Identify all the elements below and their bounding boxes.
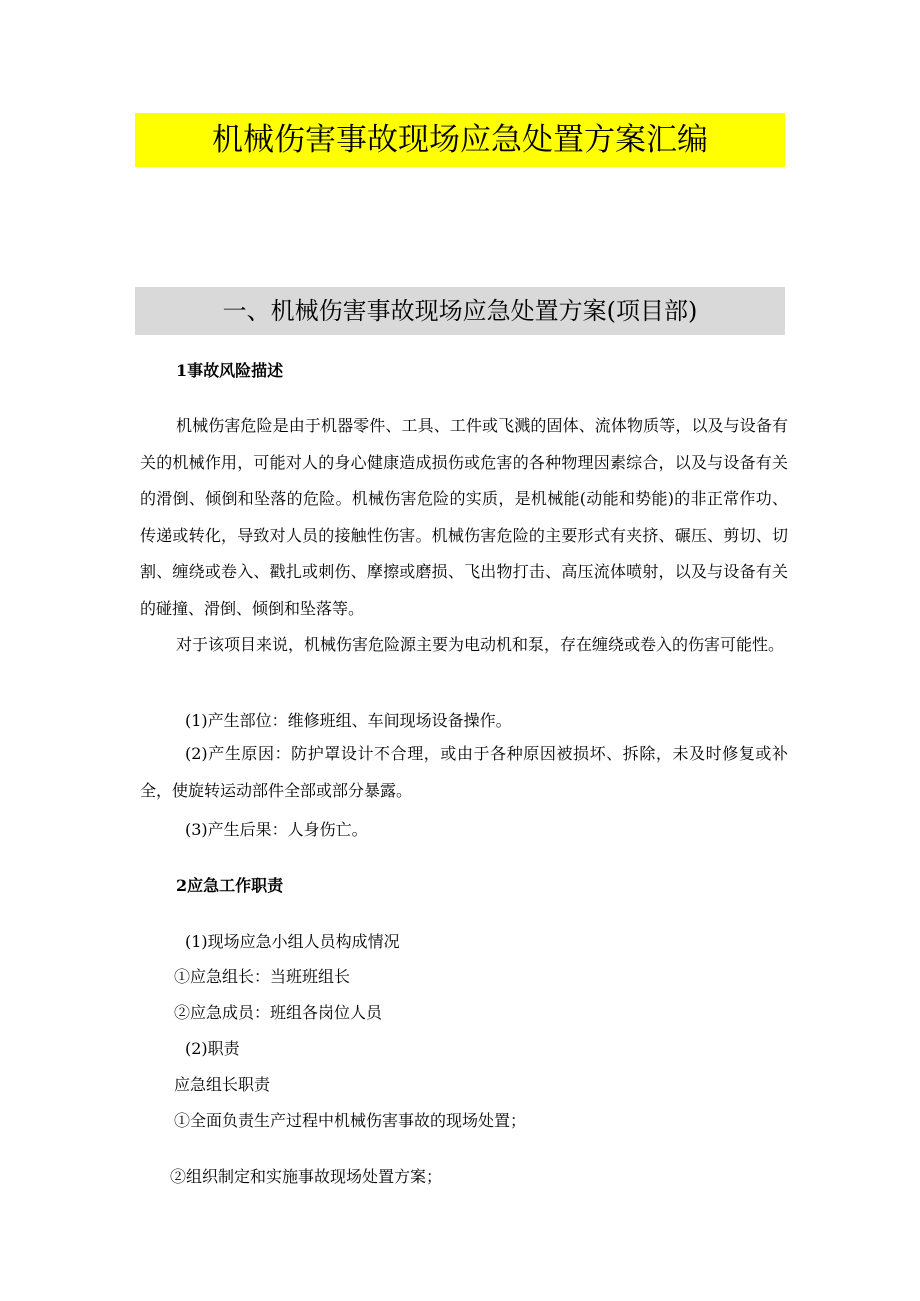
duty-responsibilities: (2)职责 <box>185 1039 240 1058</box>
duty-leader-item-2: ②组织制定和实施事故现场处置方案； <box>170 1167 443 1186</box>
paragraph-risk-description: 机械伤害危险是由于机器零件、工具、工件或飞溅的固体、流体物质等，以及与设备有关的机械作用，可能对人的身心健康造成损伤或危害的各种物理因素综合，以及与设备有关的滑倒、倾倒和坠落的危险。机械伤害危险的实质，是机械能(动能和势能)的非正常作功、传递或转化，导致对人员的接触性伤害。机械伤害危险的主要形式有夹挤、碾压、剪切、切割、缠绕或卷入、戳扎或刺伤、摩擦或磨损、飞出物打击、高压流体喷射，以及与设备有关的碰撞、滑倒、倾倒和坠落等。 <box>140 416 788 618</box>
duty-team-leader: ①应急组长：当班班组长 <box>174 967 351 986</box>
list-item-consequence: (3)产生后果：人身伤亡。 <box>185 820 368 839</box>
paragraph-project-risk: 对于该项目来说，机械伤害危险源主要为电动机和泵，存在缠绕或卷入的伤害可能性。 <box>176 635 785 654</box>
duty-team-members: ②应急成员：班组各岗位人员 <box>174 1003 383 1022</box>
section-heading: 一、机械伤害事故现场应急处置方案(项目部) <box>222 297 698 325</box>
section-heading-banner <box>135 287 785 335</box>
list-item-location: (1)产生部位：维修班组、车间现场设备操作。 <box>185 711 512 730</box>
document-title: 机械伤害事故现场应急处置方案汇编 <box>212 122 708 158</box>
list-item-cause: (2)产生原因：防护罩设计不合理，或由于各种原因被损坏、拆除，未及时修复或补全，使旋转运动部件全部或部分暴露。 <box>140 744 788 800</box>
subheading-risk: 1事故风险描述 <box>176 361 284 380</box>
duty-team-composition: (1)现场应急小组人员构成情况 <box>185 932 400 951</box>
duty-leader-head: 应急组长职责 <box>174 1075 271 1094</box>
subheading-duties: 2应急工作职责 <box>176 876 284 895</box>
document-title-banner <box>135 113 785 167</box>
duty-leader-item-1: ①全面负责生产过程中机械伤害事故的现场处置； <box>174 1111 527 1130</box>
